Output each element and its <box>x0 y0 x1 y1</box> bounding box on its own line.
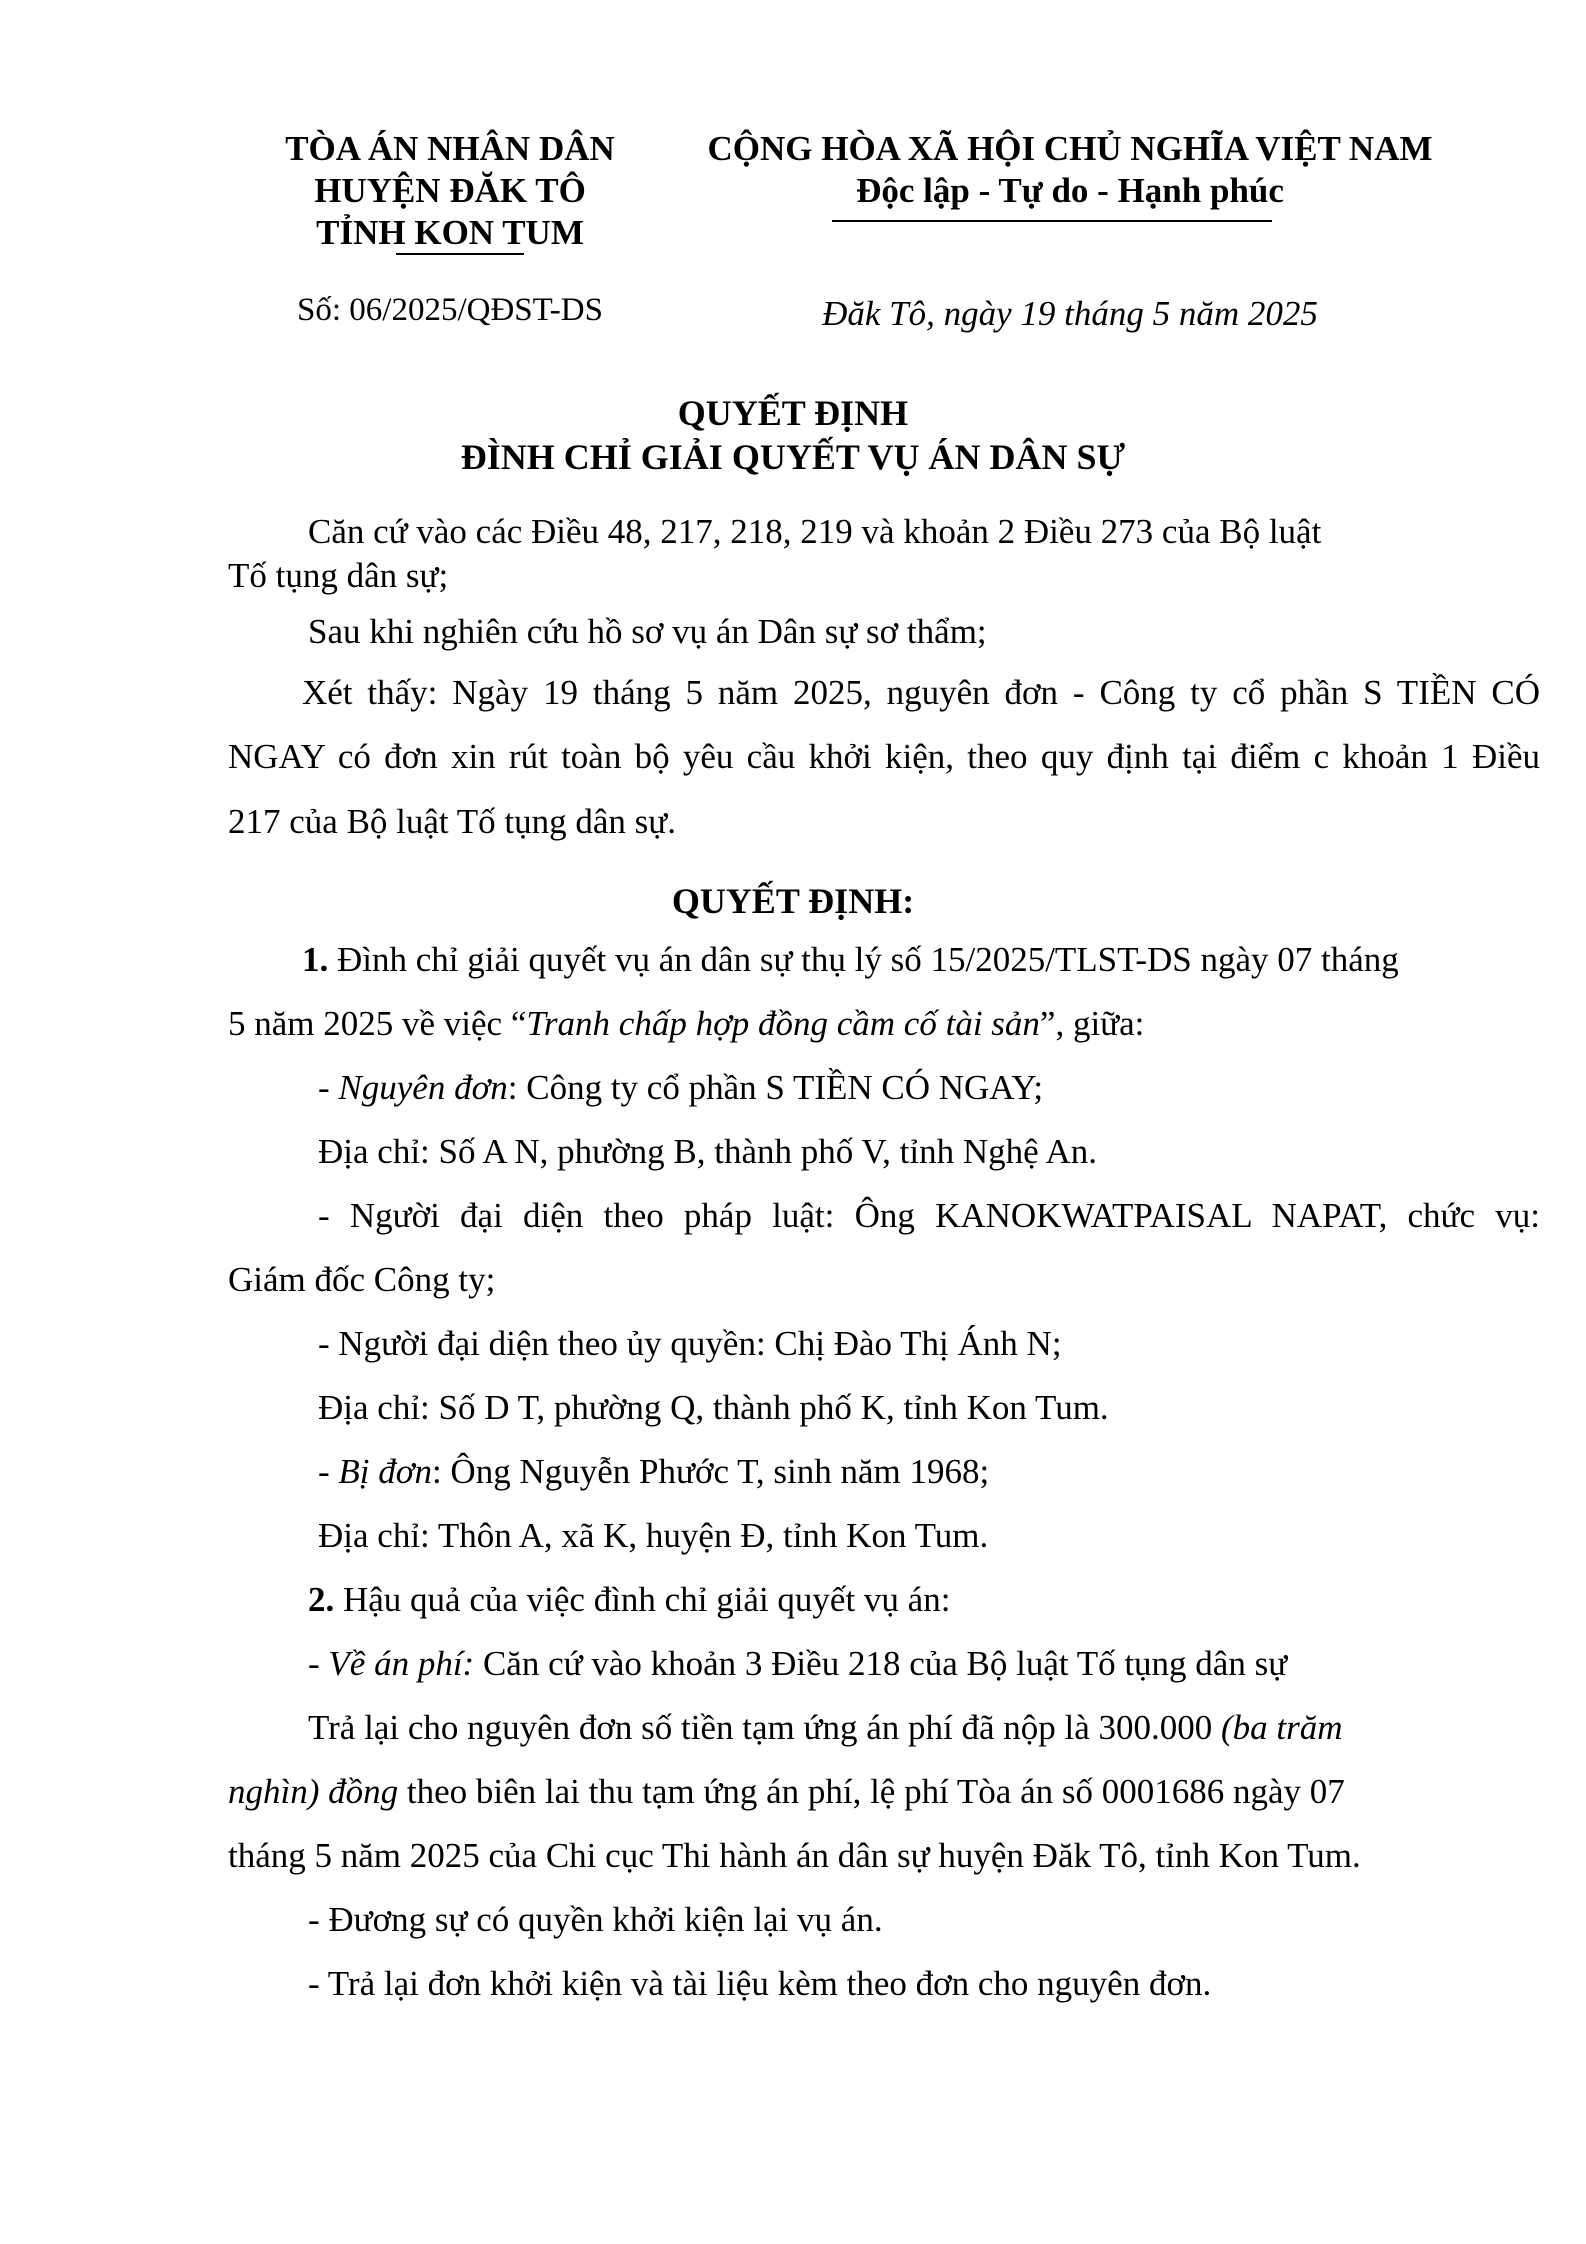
defendant-label: Bị đơn <box>338 1452 432 1491</box>
fee-line <box>308 1644 1287 1684</box>
item-1-number: 1. <box>302 940 329 979</box>
legal-rep-line-2: Giám đốc Công ty; <box>228 1260 496 1299</box>
item-2-heading <box>308 1580 950 1620</box>
decision-heading: QUYẾT ĐỊNH: <box>671 881 915 921</box>
refund-line-2 <box>228 1772 1345 1812</box>
preamble-p1-line-1: Căn cứ vào các Điều 48, 217, 218, 219 và khoản 2 Điều 273 của Bộ luật <box>308 512 1322 551</box>
case-type: Tranh chấp hợp đồng cầm cố tài sản <box>526 1004 1040 1043</box>
item-1-line-2 <box>228 1004 1144 1044</box>
item-1-line-1 <box>302 940 1399 980</box>
defendant-dash: - <box>318 1452 339 1491</box>
defendant-name: : Ông Nguyễn Phước T, sinh năm 1968; <box>431 1452 990 1491</box>
item-1-text: Đình chỉ giải quyết vụ án dân sự thụ lý số 15/2025/TLST-DS ngày 07 tháng <box>328 940 1399 979</box>
refund-line-3: tháng 5 năm 2025 của Chi cục Thi hành án dân sự huyện Đăk Tô, tỉnh Kon Tum. <box>228 1836 1361 1875</box>
plaintiff-name: : Công ty cổ phần S TIỀN CÓ NGAY; <box>507 1068 1044 1107</box>
decision-number: Số: 06/2025/QĐST-DS <box>297 292 603 328</box>
preamble-p3-line-3: 217 của Bộ luật Tố tụng dân sự. <box>228 802 676 841</box>
preamble-p3-line-2: NGAY có đơn xin rút toàn bộ yêu cầu khởi kiện, theo quy định tại điểm c khoản 1 Điều <box>228 737 1540 776</box>
defendant-line <box>318 1452 989 1492</box>
preamble-p1-line-2: Tố tụng dân sự; <box>228 556 449 595</box>
item-2-number: 2. <box>308 1580 335 1619</box>
title-line-1: QUYẾT ĐỊNH <box>677 393 909 433</box>
motto: Độc lập - Tự do - Hạnh phúc <box>856 171 1284 210</box>
court-name-block <box>240 128 660 254</box>
item-1-l2-prefix: 5 năm 2025 về việc “ <box>228 1004 527 1043</box>
place-date: Đăk Tô, ngày 19 tháng 5 năm 2025 <box>822 294 1318 333</box>
fee-dash: - <box>308 1644 329 1683</box>
court-line-2: HUYỆN ĐĂK TÔ <box>314 171 586 210</box>
plaintiff-dash: - <box>318 1068 339 1107</box>
title-line-2: ĐÌNH CHỈ GIẢI QUYẾT VỤ ÁN DÂN SỰ <box>460 437 1126 477</box>
fee-text: Căn cứ vào khoản 3 Điều 218 của Bộ luật Tố tụng dân sự <box>474 1644 1288 1683</box>
item-1-l2-suffix: ”, giữa: <box>1039 1004 1145 1043</box>
defendant-address: Địa chỉ: Thôn A, xã K, huyện Đ, tỉnh Kon Tum. <box>318 1516 989 1555</box>
refund-amount-words-1: (ba trăm <box>1221 1708 1343 1747</box>
plaintiff-line <box>318 1068 1043 1108</box>
preamble-p3-line-1: Xét thấy: Ngày 19 tháng 5 năm 2025, nguyên đơn - Công ty cổ phần S TIỀN CÓ <box>302 673 1540 712</box>
item-2-text: Hậu quả của việc đình chỉ giải quyết vụ án: <box>334 1580 951 1619</box>
court-underline <box>396 253 524 255</box>
preamble-p2: Sau khi nghiên cứu hồ sơ vụ án Dân sự sơ thẩm; <box>308 612 987 651</box>
authorized-rep-address: Địa chỉ: Số D T, phường Q, thành phố K, tỉnh Kon Tum. <box>318 1388 1109 1427</box>
refund-text-1: Trả lại cho nguyên đơn số tiền tạm ứng án phí đã nộp là 300.000 <box>308 1708 1222 1747</box>
right-to-resue: - Đương sự có quyền khởi kiện lại vụ án. <box>308 1900 883 1939</box>
motto-underline <box>832 220 1272 222</box>
country-name: CỘNG HÒA XÃ HỘI CHỦ NGHĨA VIỆT NAM <box>707 129 1433 168</box>
authorized-rep: - Người đại diện theo ủy quyền: Chị Đào Thị Ánh N; <box>318 1324 1062 1363</box>
plaintiff-address: Địa chỉ: Số A N, phường B, thành phố V, tỉnh Nghệ An. <box>318 1132 1097 1171</box>
national-motto-block <box>680 128 1460 212</box>
return-documents: - Trả lại đơn khởi kiện và tài liệu kèm theo đơn cho nguyên đơn. <box>308 1964 1212 2003</box>
legal-rep-line-1: - Người đại diện theo pháp luật: Ông KANOKWATPAISAL NAPAT, chức vụ: <box>318 1196 1540 1235</box>
refund-line-1 <box>308 1708 1343 1748</box>
court-line-1: TÒA ÁN NHÂN DÂN <box>285 129 615 168</box>
refund-text-2: theo biên lai thu tạm ứng án phí, lệ phí Tòa án số 0001686 ngày 07 <box>398 1772 1345 1811</box>
refund-amount-words-2: nghìn) đồng <box>228 1772 399 1811</box>
plaintiff-label: Nguyên đơn <box>338 1068 508 1107</box>
court-line-3: TỈNH KON TUM <box>316 213 584 252</box>
fee-label: Về án phí: <box>328 1644 475 1683</box>
